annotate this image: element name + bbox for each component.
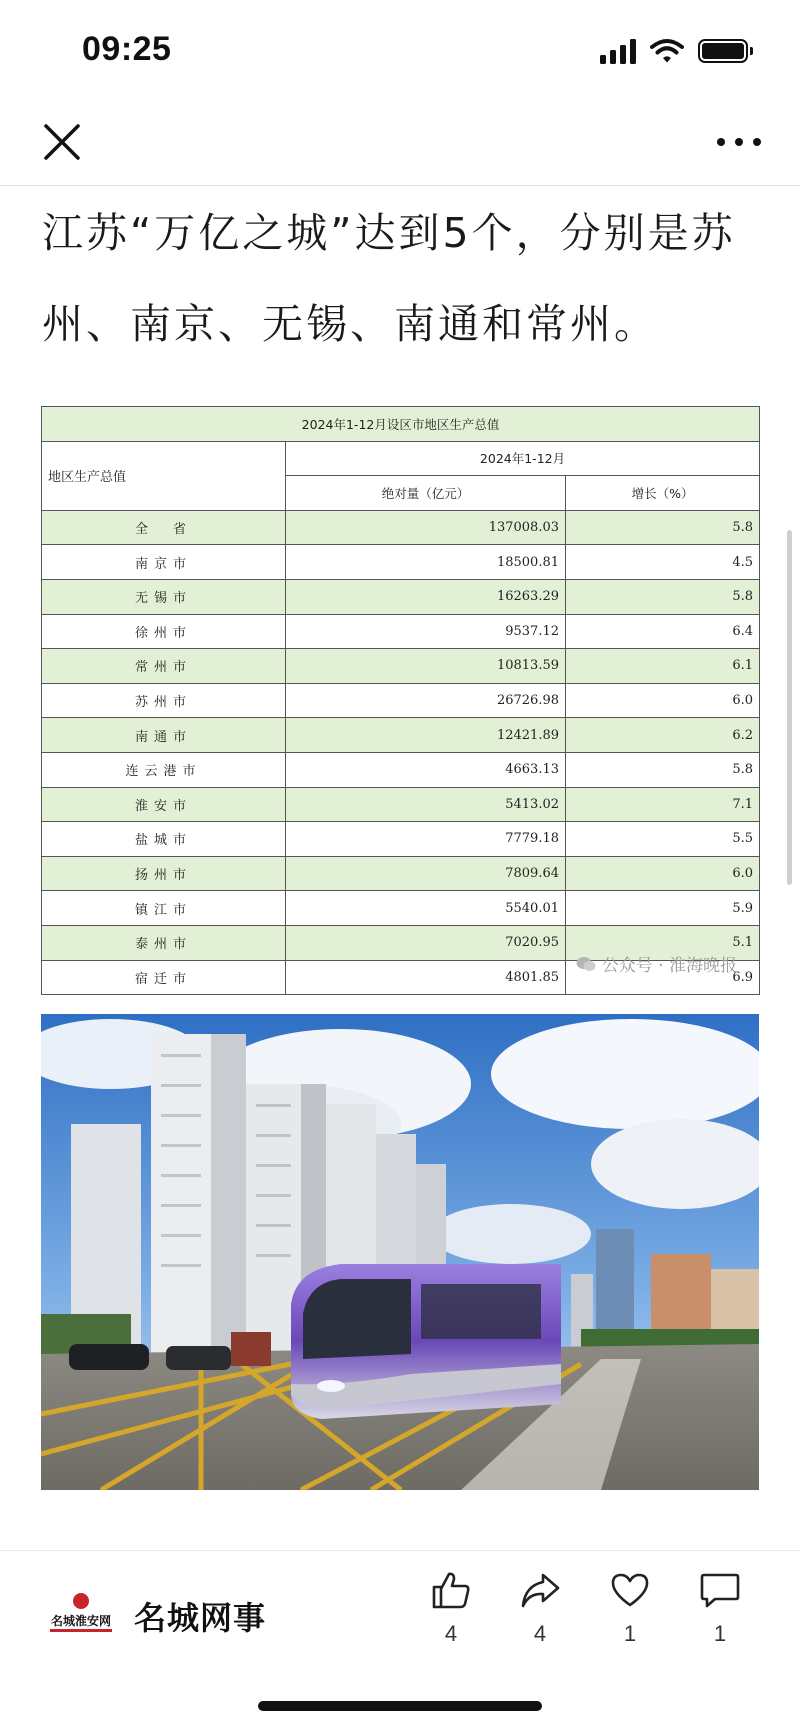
table-row	[42, 856, 760, 891]
table-cell-value: 137008.03	[286, 510, 566, 545]
table-row	[42, 545, 760, 580]
table-cell-city: 常州市	[42, 649, 286, 684]
account-name[interactable]: 名城网事	[134, 1599, 267, 1637]
table-cell-growth: 5.8	[566, 510, 760, 545]
table-period-header: 2024年1-12月	[286, 441, 760, 476]
table-cell-value: 12421.89	[286, 718, 566, 753]
table-cell-growth: 6.0	[566, 683, 760, 718]
share-button[interactable]	[510, 1569, 570, 1647]
table-cell-city: 淮安市	[42, 787, 286, 822]
table-col-growth: 增长（%）	[566, 476, 760, 511]
battery-icon	[698, 39, 748, 63]
photo-illustration	[41, 1014, 759, 1490]
table-cell-city: 无锡市	[42, 579, 286, 614]
tram-city-photo	[41, 1014, 759, 1490]
table-cell-city: 苏州市	[42, 683, 286, 718]
gdp-table	[41, 406, 760, 995]
table-cell-city: 全 省	[42, 510, 286, 545]
table-cell-city: 徐州市	[42, 614, 286, 649]
like-button[interactable]	[421, 1569, 481, 1647]
table-cell-growth: 5.1	[566, 925, 760, 960]
table-row	[42, 718, 760, 753]
table-cell-growth: 4.5	[566, 545, 760, 580]
share-count: 4	[533, 1621, 547, 1646]
table-cell-value: 4801.85	[286, 960, 566, 995]
more-options-icon[interactable]	[714, 130, 764, 154]
table-cell-growth: 6.1	[566, 649, 760, 684]
table-cell-growth: 6.2	[566, 718, 760, 753]
table-cell-value: 10813.59	[286, 649, 566, 684]
comment-count: 1	[713, 1621, 727, 1646]
article-line-2: 州、南京、无锡、南通和常州。	[42, 300, 658, 348]
watermark-text: 公众号 · 淮海晚报	[601, 956, 737, 976]
table-title: 2024年1-12月设区市地区生产总值	[42, 407, 760, 442]
article-line-1: 江苏“万亿之城”达到5个，分别是苏	[42, 209, 736, 257]
table-row	[42, 510, 760, 545]
status-icons	[600, 38, 748, 64]
table-cell-growth: 7.1	[566, 787, 760, 822]
comment-bubble-icon	[699, 1569, 741, 1611]
status-bar	[0, 0, 800, 100]
table-row	[42, 891, 760, 926]
table-cell-value: 18500.81	[286, 545, 566, 580]
table-row	[42, 752, 760, 787]
table-cell-growth: 5.8	[566, 579, 760, 614]
table-cell-city: 南京市	[42, 545, 286, 580]
table-cell-value: 9537.12	[286, 614, 566, 649]
wifi-icon	[650, 38, 684, 64]
table-cell-value: 16263.29	[286, 579, 566, 614]
table-cell-city: 泰州市	[42, 925, 286, 960]
table-cell-value: 7779.18	[286, 822, 566, 857]
heart-icon	[609, 1569, 651, 1611]
table-cell-growth: 6.0	[566, 856, 760, 891]
gdp-table-image	[41, 406, 759, 995]
table-row	[42, 579, 760, 614]
table-cell-city: 宿迁市	[42, 960, 286, 995]
account-logo-image	[42, 1591, 120, 1635]
table-cell-city: 连云港市	[42, 752, 286, 787]
table-row	[42, 683, 760, 718]
close-icon[interactable]	[40, 120, 84, 164]
nav-bar	[0, 100, 800, 186]
table-cell-value: 5540.01	[286, 891, 566, 926]
table-row	[42, 649, 760, 684]
table-cell-city: 镇江市	[42, 891, 286, 926]
home-indicator[interactable]	[258, 1701, 542, 1711]
thumbs-up-icon	[430, 1569, 472, 1611]
table-cell-value: 7809.64	[286, 856, 566, 891]
status-time: 09:25	[82, 30, 172, 68]
table-cell-value: 7020.95	[286, 925, 566, 960]
table-cell-value: 26726.98	[286, 683, 566, 718]
favorite-count: 1	[623, 1621, 637, 1646]
table-cell-growth: 5.5	[566, 822, 760, 857]
table-row	[42, 614, 760, 649]
table-row-header: 地区生产总值	[42, 441, 286, 510]
table-cell-city: 南通市	[42, 718, 286, 753]
scrollbar-thumb[interactable]	[787, 530, 792, 885]
table-row	[42, 787, 760, 822]
table-cell-value: 4663.13	[286, 752, 566, 787]
logo-text: 名城淮安网	[50, 1614, 112, 1628]
share-arrow-icon	[519, 1569, 561, 1611]
article-paragraph	[42, 188, 762, 370]
table-cell-value: 5413.02	[286, 787, 566, 822]
table-row	[42, 822, 760, 857]
table-col-absolute: 绝对量（亿元）	[286, 476, 566, 511]
table-cell-growth: 6.9	[566, 960, 760, 995]
table-cell-growth: 5.9	[566, 891, 760, 926]
favorite-button[interactable]	[600, 1569, 660, 1647]
comment-button[interactable]	[690, 1569, 750, 1647]
table-cell-growth: 5.8	[566, 752, 760, 787]
watermark	[576, 951, 737, 976]
like-count: 4	[444, 1621, 458, 1646]
cellular-signal-icon	[600, 38, 636, 64]
account-logo[interactable]	[42, 1591, 120, 1635]
wechat-icon	[576, 956, 596, 972]
table-cell-city: 盐城市	[42, 822, 286, 857]
table-cell-city: 扬州市	[42, 856, 286, 891]
table-cell-growth: 6.4	[566, 614, 760, 649]
